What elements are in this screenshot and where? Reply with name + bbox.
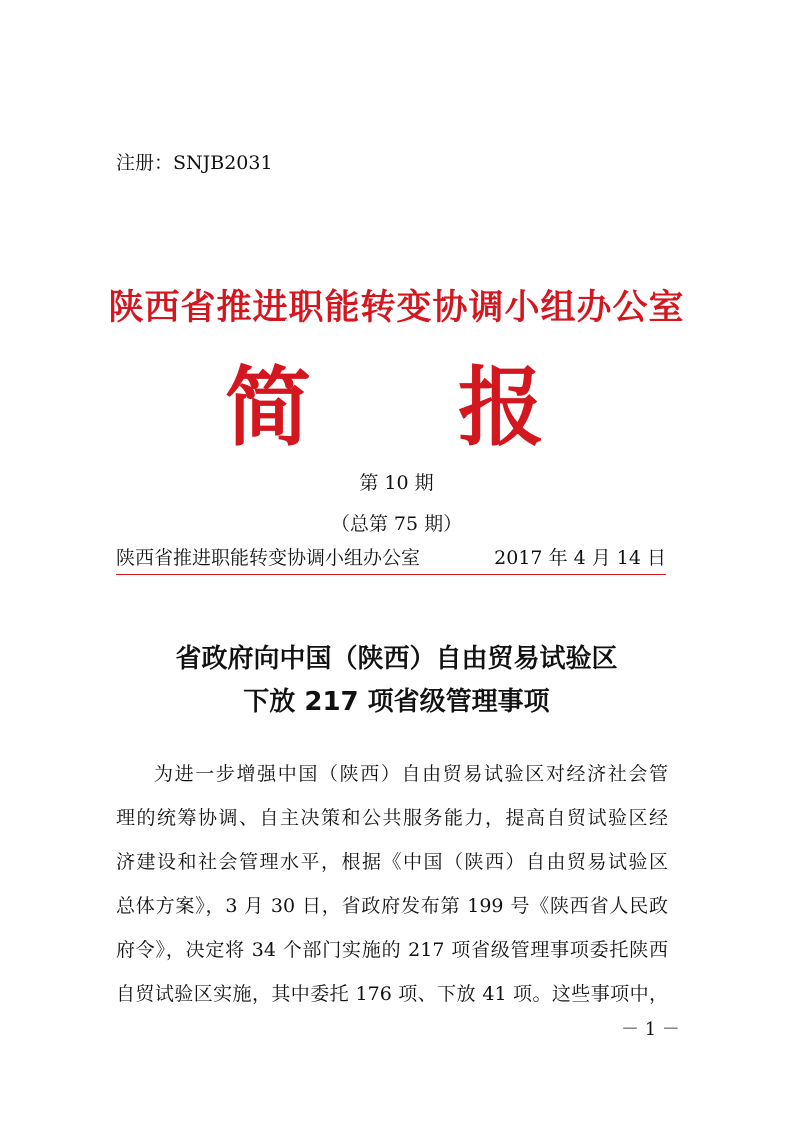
body-line: 为进一步增强中国（陕西）自由贸易试验区对经济社会管	[154, 763, 668, 785]
total-issue-number: （总第 75 期）	[330, 513, 463, 535]
issue-date: 2017 年 4 月 14 日	[494, 547, 666, 569]
header-divider	[116, 574, 666, 575]
bulletin-title-char-2: 报	[458, 358, 544, 458]
body-line: 自贸试验区实施，其中委托 176 项、下放 41 项。这些事项中，	[116, 983, 668, 1005]
issue-number: 第 10 期	[359, 472, 434, 494]
page-number: － 1 －	[621, 1019, 680, 1040]
article-title-line-1: 省政府向中国（陕西）自由贸易试验区	[175, 644, 618, 674]
article-body	[116, 752, 668, 1016]
registration-number: 注册：SNJB2031	[116, 152, 273, 174]
body-line: 理的统筹协调、自主决策和公共服务能力，提高自贸试验区经	[116, 807, 668, 829]
issuer-date-line	[116, 543, 666, 573]
body-line: 总体方案》，3 月 30 日，省政府发布第 199 号《陕西省人民政	[116, 895, 668, 917]
issuer-name: 陕西省推进职能转变协调小组办公室	[116, 547, 421, 569]
body-line: 府令》，决定将 34 个部门实施的 217 项省级管理事项委托陕西	[116, 939, 668, 961]
article-title-line-2: 下放 217 项省级管理事项	[243, 687, 550, 717]
bulletin-title-char-1: 简	[225, 358, 311, 458]
body-line: 济建设和社会管理水平，根据《中国（陕西）自由贸易试验区	[116, 851, 668, 873]
issuing-office-heading: 陕西省推进职能转变协调小组办公室	[108, 288, 685, 328]
